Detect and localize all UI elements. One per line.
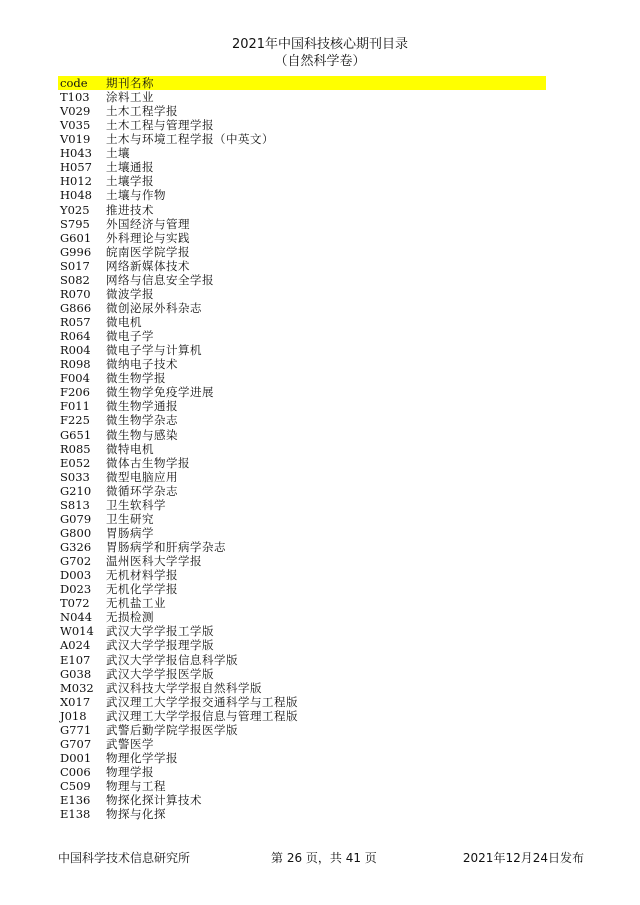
table-row — [58, 554, 546, 568]
table-row — [58, 512, 546, 526]
journal-name: 微波学报 — [106, 286, 154, 301]
table-row — [58, 118, 546, 132]
journal-name: 武汉大学学报医学版 — [106, 666, 214, 681]
journal-code: C509 — [60, 779, 91, 794]
journal-name: 物理化学学报 — [106, 750, 178, 765]
table-header-row — [58, 76, 546, 90]
journal-code: D023 — [60, 582, 92, 597]
table-row — [58, 624, 546, 638]
journal-code: F206 — [60, 385, 90, 400]
journal-name: 土木工程与管理学报 — [106, 118, 214, 133]
journal-code: V029 — [60, 104, 91, 119]
journal-name: 武警医学 — [106, 736, 154, 751]
journal-name: 无机盐工业 — [106, 596, 166, 611]
journal-code: J018 — [60, 708, 87, 723]
journal-code: F011 — [60, 399, 90, 414]
journal-code: R057 — [60, 315, 91, 329]
table-row — [58, 582, 546, 596]
table-row — [58, 498, 546, 512]
journal-name: 网络与信息安全学报 — [106, 272, 214, 287]
journal-code: G702 — [60, 554, 92, 569]
journal-table — [58, 76, 546, 821]
table-row — [58, 568, 546, 582]
journal-code: G038 — [60, 666, 92, 681]
journal-code: T072 — [60, 596, 90, 611]
journal-name: 武汉理工大学学报信息与管理工程版 — [106, 708, 298, 723]
journal-code: S082 — [60, 272, 90, 287]
table-row — [58, 371, 546, 385]
journal-name: 微体古生物学报 — [106, 455, 190, 470]
table-row — [58, 610, 546, 624]
table-row — [58, 329, 546, 343]
table-row — [58, 413, 546, 427]
journal-name: 胃肠病学 — [106, 525, 154, 540]
journal-code: C006 — [60, 765, 91, 779]
journal-name: 网络新媒体技术 — [106, 258, 190, 273]
journal-code: G651 — [60, 427, 92, 442]
journal-code: E138 — [60, 807, 91, 822]
journal-code: H043 — [60, 146, 92, 161]
table-row — [58, 188, 546, 202]
journal-code: R098 — [60, 357, 91, 372]
table-row — [58, 695, 546, 709]
table-row — [58, 667, 546, 681]
journal-name: 物理学报 — [106, 765, 154, 779]
table-row — [58, 160, 546, 174]
journal-code: G079 — [60, 511, 92, 526]
journal-name: 土木工程学报 — [106, 104, 178, 119]
journal-name: 推进技术 — [106, 202, 154, 217]
journal-code: G996 — [60, 244, 92, 259]
journal-code: S795 — [60, 216, 90, 231]
journal-code: E107 — [60, 652, 91, 667]
journal-code: W014 — [60, 624, 94, 639]
journal-name: 微生物学通报 — [106, 399, 178, 414]
journal-name: 卫生软科学 — [106, 497, 166, 512]
journal-name: 温州医科大学学报 — [106, 554, 202, 569]
table-row — [58, 90, 546, 104]
journal-name: 皖南医学院学报 — [106, 244, 190, 259]
journal-name: 微电机 — [106, 315, 142, 329]
table-row — [58, 470, 546, 484]
table-row — [58, 399, 546, 413]
table-row — [58, 596, 546, 610]
journal-code: M032 — [60, 680, 94, 695]
journal-name: 土壤与作物 — [106, 188, 166, 203]
journal-code: N044 — [60, 610, 93, 625]
table-row — [58, 385, 546, 399]
table-row — [58, 638, 546, 652]
journal-code: E136 — [60, 793, 91, 808]
table-row — [58, 104, 546, 118]
footer-release-date: 2021年12月24日发布 — [462, 851, 584, 865]
table-row — [58, 793, 546, 807]
journal-name: 卫生研究 — [106, 511, 154, 526]
footer-publisher: 中国科学技术信息研究所 — [58, 851, 191, 865]
journal-name: 无机材料学报 — [106, 568, 178, 583]
table-row — [58, 540, 546, 554]
journal-code: G866 — [60, 300, 92, 315]
journal-name: 武汉大学学报理学版 — [106, 638, 214, 653]
table-row — [58, 442, 546, 456]
table-row — [58, 737, 546, 751]
journal-code: S017 — [60, 258, 90, 273]
journal-name: 武汉大学学报信息科学版 — [106, 652, 238, 667]
table-row — [58, 681, 546, 695]
journal-code: G601 — [60, 230, 92, 245]
journal-code: T103 — [60, 90, 90, 104]
journal-code: G707 — [60, 736, 92, 751]
journal-name: 微循环学杂志 — [106, 483, 178, 498]
journal-code: D003 — [60, 568, 92, 583]
journal-name: 外科理论与实践 — [106, 230, 190, 245]
journal-code: E052 — [60, 455, 91, 470]
table-row — [58, 174, 546, 188]
journal-code: V019 — [60, 132, 91, 147]
table-row — [58, 343, 546, 357]
table-row — [58, 259, 546, 273]
journal-name: 土壤通报 — [106, 160, 154, 175]
journal-name: 物理与工程 — [106, 779, 166, 794]
journal-code: R004 — [60, 343, 91, 358]
journal-code: G800 — [60, 525, 92, 540]
table-row — [58, 484, 546, 498]
header-code: code — [60, 76, 88, 90]
table-row — [58, 132, 546, 146]
journal-name: 土木与环境工程学报（中英文） — [106, 132, 274, 147]
document-subtitle: （自然科学卷） — [274, 54, 366, 69]
table-row — [58, 709, 546, 723]
table-row — [58, 203, 546, 217]
table-row — [58, 723, 546, 737]
table-row — [58, 456, 546, 470]
table-row — [58, 245, 546, 259]
journal-name: 武汉理工大学学报交通科学与工程版 — [106, 694, 298, 709]
journal-name: 无机化学学报 — [106, 582, 178, 597]
journal-name: 微特电机 — [106, 441, 154, 456]
journal-name: 土壤 — [106, 146, 130, 161]
journal-code: F004 — [60, 371, 90, 386]
header-name: 期刊名称 — [106, 76, 154, 90]
journal-code: X017 — [60, 694, 91, 709]
page-footer — [58, 850, 584, 866]
journal-code: Y025 — [60, 202, 90, 217]
table-row — [58, 315, 546, 329]
journal-code: R070 — [60, 286, 91, 301]
table-row — [58, 217, 546, 231]
journal-code: S813 — [60, 497, 90, 512]
table-row — [58, 146, 546, 160]
table-row — [58, 779, 546, 793]
table-row — [58, 653, 546, 667]
table-row — [58, 751, 546, 765]
table-row — [58, 526, 546, 540]
journal-name: 微创泌尿外科杂志 — [106, 300, 202, 315]
table-row — [58, 231, 546, 245]
journal-code: D001 — [60, 750, 92, 765]
journal-name: 微生物学免疫学进展 — [106, 385, 214, 400]
journal-name: 武汉大学学报工学版 — [106, 624, 214, 639]
journal-name: 微生物与感染 — [106, 427, 178, 442]
journal-code: G771 — [60, 722, 92, 737]
journal-code: R064 — [60, 329, 91, 344]
journal-name: 无损检测 — [106, 610, 154, 625]
journal-name: 物探化探计算技术 — [106, 793, 202, 808]
journal-code: H048 — [60, 188, 92, 203]
journal-name: 微纳电子技术 — [106, 357, 178, 372]
document-title: 2021年中国科技核心期刊目录 — [231, 37, 409, 52]
table-body — [58, 90, 546, 821]
journal-name: 物探与化探 — [106, 807, 166, 822]
journal-code: H012 — [60, 174, 92, 189]
journal-name: 土壤学报 — [106, 174, 154, 189]
journal-code: H057 — [60, 160, 92, 175]
journal-name: 微生物学杂志 — [106, 413, 178, 428]
journal-code: G326 — [60, 540, 92, 554]
journal-name: 武警后勤学院学报医学版 — [106, 722, 238, 737]
journal-name: 涂料工业 — [106, 90, 154, 104]
document-heading — [0, 36, 640, 70]
journal-name: 武汉科技大学学报自然科学版 — [106, 680, 262, 695]
journal-code: F225 — [60, 413, 90, 428]
table-row — [58, 765, 546, 779]
journal-name: 微型电脑应用 — [106, 469, 178, 484]
journal-name: 微电子学 — [106, 329, 154, 344]
journal-code: V035 — [60, 118, 91, 133]
journal-code: A024 — [60, 638, 91, 653]
journal-name: 胃肠病学和肝病学杂志 — [106, 540, 226, 554]
table-row — [58, 287, 546, 301]
journal-code: R085 — [60, 441, 91, 456]
table-row — [58, 357, 546, 371]
table-row — [58, 428, 546, 442]
table-row — [58, 273, 546, 287]
journal-code: S033 — [60, 469, 90, 484]
table-row — [58, 301, 546, 315]
journal-name: 微生物学报 — [106, 371, 166, 386]
journal-name: 微电子学与计算机 — [106, 343, 202, 358]
journal-name: 外国经济与管理 — [106, 216, 190, 231]
table-row — [58, 807, 546, 821]
footer-page-number: 第 26 页，共 41 页 — [271, 851, 377, 865]
journal-code: G210 — [60, 483, 92, 498]
